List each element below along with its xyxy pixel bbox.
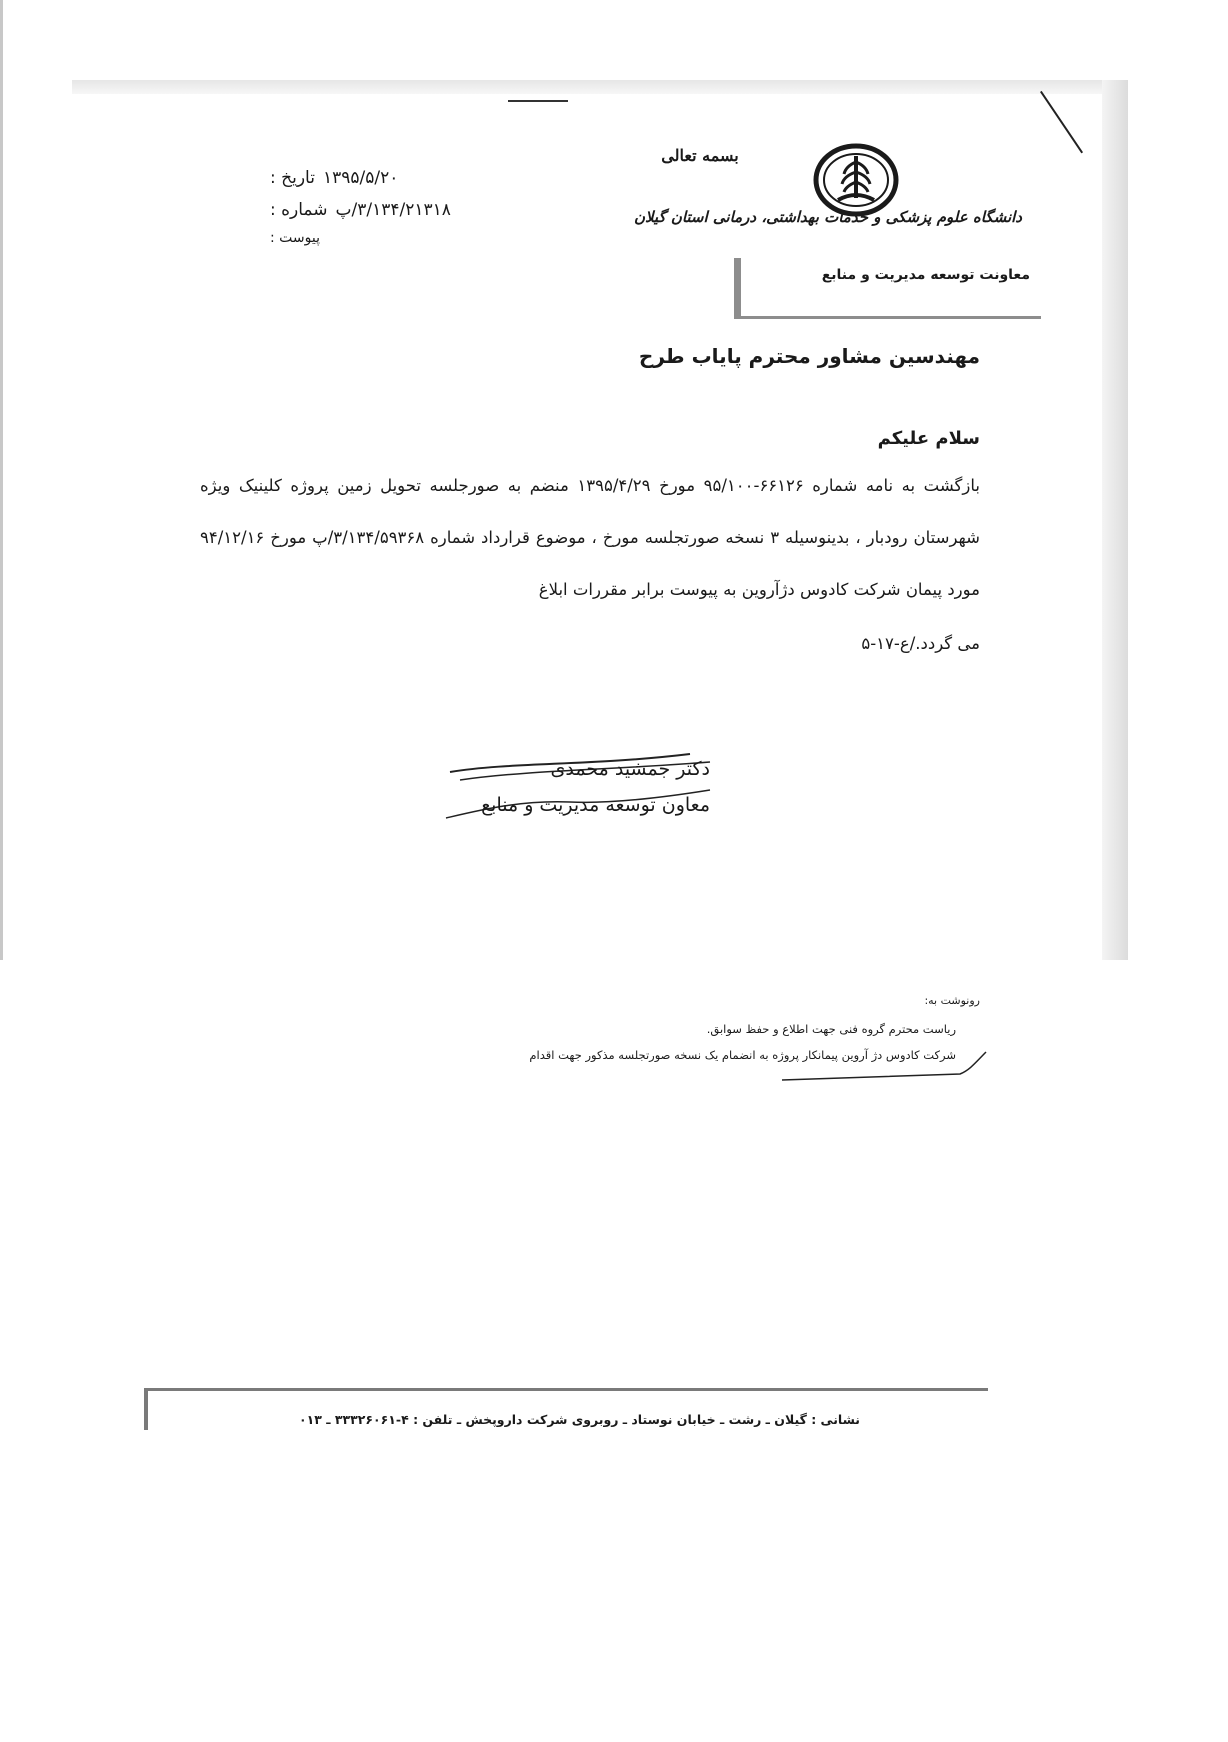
cc-title: رونوشت به: bbox=[924, 994, 980, 1007]
scan-right-shade bbox=[1102, 80, 1128, 960]
letter-closing: می گردد./ع-۱۷-۵ bbox=[861, 634, 980, 653]
footer-rule-vertical bbox=[144, 1388, 148, 1430]
signatory-name: دکتر جمشید محمدی bbox=[550, 758, 710, 780]
letter-body: بازگشت به نامه شماره ۶۶۱۲۶-۹۵/۱۰۰ مورخ ۱۳۹۵/۴/۲۹ منضم به صورجلسه تحویل زمین پروژه کلینیک ویژه شهرستان رودبار ، بدینوسیله ۳ نسخه صورتجلسه مورخ ، موضوع قرارداد شماره ۳/۱۳۴/۵۹۳۶۸/پ مورخ ۹۴/۱۲/۱۶ مورد پیمان شرکت کادوس دژآروین به پیوست برابر مقررات ابلاغ bbox=[200, 476, 981, 599]
corner-slash-mark bbox=[1040, 91, 1083, 153]
scan-edge bbox=[0, 0, 3, 960]
number-label: شماره : bbox=[270, 200, 328, 220]
cc-item: شرکت کادوس دژ آروین پیمانکار پروژه به انضمام یک نسخه صورتجلسه مذکور جهت اقدام bbox=[529, 1048, 956, 1062]
department-name: معاونت توسعه مدیریت و منابع bbox=[821, 267, 1030, 283]
attachment-row bbox=[270, 226, 492, 250]
number-row bbox=[270, 194, 492, 226]
number-value: ۳/۱۳۴/۲۱۳۱۸/پ bbox=[335, 200, 451, 220]
cc-underline-mark bbox=[780, 1040, 990, 1084]
top-dash-mark bbox=[508, 100, 568, 102]
greeting: سلام علیکم bbox=[877, 428, 980, 449]
bismillah-text: بسمه تعالی bbox=[661, 146, 739, 165]
date-label: تاریخ : bbox=[270, 168, 315, 188]
signatory-title: معاون توسعه مدیریت و منابع bbox=[481, 794, 710, 816]
cc-item: ریاست محترم گروه فنی جهت اطلاع و حفظ سوابق. bbox=[706, 1022, 956, 1036]
footer-address: نشانی : گیلان ـ رشت ـ خیابان نوستاد ـ روبروی شرکت داروپخش ـ تلفن : ۴-۳۳۳۲۶۰۶۱ ـ ۰۱۳ bbox=[298, 1412, 860, 1427]
date-value: ۱۳۹۵/۵/۲۰ bbox=[322, 168, 399, 188]
recipient: مهندسین مشاور محترم پایاب طرح bbox=[638, 344, 980, 368]
footer-rule bbox=[144, 1388, 988, 1397]
attachment-label: پیوست : bbox=[270, 230, 320, 246]
university-name: دانشگاه علوم پزشکی و خدمات بهداشتی، درمانی استان گیلان bbox=[633, 208, 1022, 226]
letter-meta bbox=[270, 162, 492, 250]
signature-scribble bbox=[440, 740, 740, 840]
date-row bbox=[270, 162, 492, 194]
scan-top-band bbox=[72, 80, 1128, 94]
